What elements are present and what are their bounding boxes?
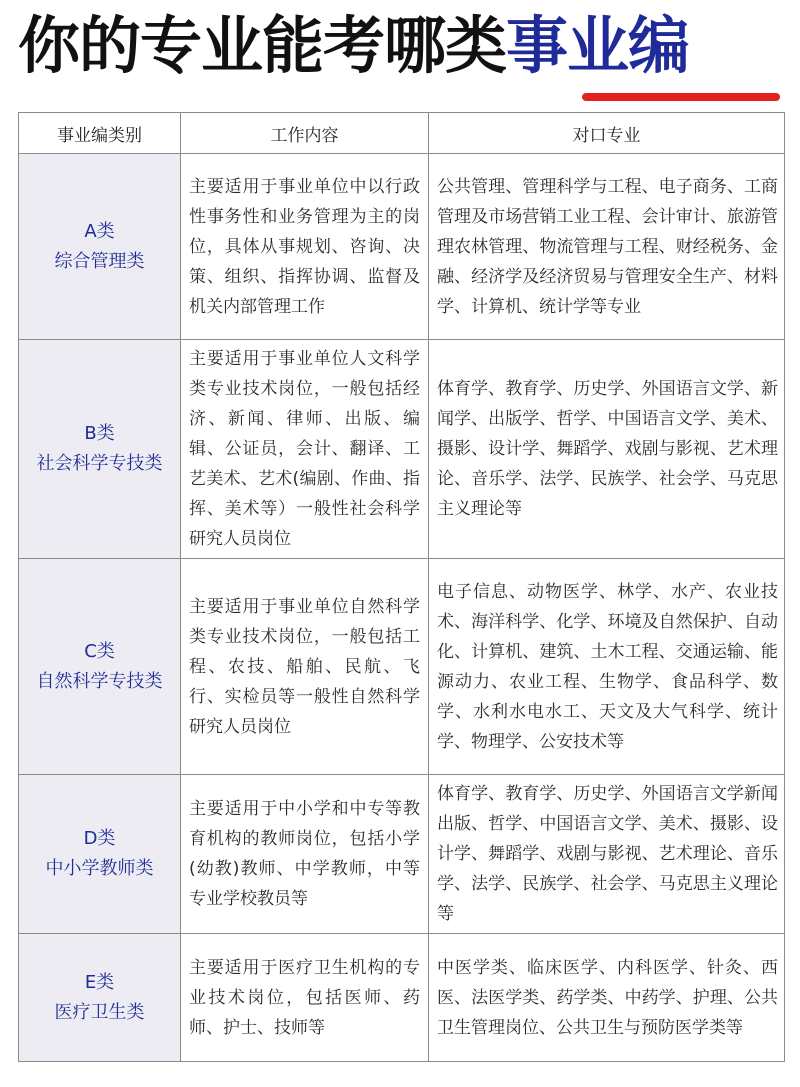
table-row <box>19 559 785 775</box>
majors-cell: 中医学类、临床医学、内科医学、针灸、西医、法医学类、药学类、中药学、护理、公共卫生管理岗位、公共卫生与预防医学类等 <box>429 934 785 1062</box>
description-cell: 主要适用于事业单位中以行政性事务性和业务管理为主的岗位，具体从事规划、咨询、决策、组织、指挥协调、监督及机关内部管理工作 <box>181 154 429 340</box>
category-name: 社会科学专技类 <box>36 453 163 474</box>
description-cell: 主要适用于事业单位自然科学类专业技术岗位，一般包括工程、农技、船舶、民航、飞行、实检员等一般性自然科学研究人员岗位 <box>181 559 429 775</box>
category-letter: E类 <box>84 971 115 993</box>
description-cell: 主要适用于事业单位人文科学类专业技术岗位，一般包括经济、新闻、律师、出版、编辑、公证员，会计、翻译、工艺美术、艺术(编剧、作曲、指挥、美术等）一般性社会科学研究人员岗位 <box>181 340 429 559</box>
table-header-row <box>19 113 785 154</box>
category-letter: D类 <box>83 828 116 849</box>
category-letter: A类 <box>84 220 115 242</box>
category-letter: C类 <box>84 640 115 662</box>
title-accent: 事业编 <box>506 9 690 82</box>
majors-cell: 公共管理、管理科学与工程、电子商务、工商管理及市场营销工业工程、会计审计、旅游管理农林管理、物流管理与工程、财经税务、金融、经济学及经济贸易与管理安全生产、材料学、计算机、统计学等专业 <box>429 154 785 340</box>
table-row <box>19 934 785 1062</box>
title-main: 你的专业能考哪类 <box>18 9 507 82</box>
majors-cell: 体育学、教育学、历史学、外国语言文学新闻出版、哲学、中国语言文学、美术、摄影、设计学、舞蹈学、戏剧与影视、艺术理论、音乐学、法学、民族学、社会学、马克思主义理论等 <box>429 775 785 934</box>
category-cell <box>19 559 181 775</box>
table-row <box>19 775 785 934</box>
table-row <box>19 154 785 340</box>
majors-cell: 电子信息、动物医学、林学、水产、农业技术、海洋科学、化学、环境及自然保护、自动化、计算机、建筑、土木工程、交通运输、能源动力、农业工程、生物学、食品科学、数学、水利水电水工、天文及大气科学、统计学、物理学、公安技术等 <box>429 559 785 775</box>
category-cell <box>19 154 181 340</box>
category-cell <box>19 340 181 559</box>
description-cell: 主要适用于医疗卫生机构的专业技术岗位，包括医师、药师、护士、技师等 <box>181 934 429 1062</box>
category-name: 综合管理类 <box>54 250 145 272</box>
category-table <box>18 112 785 1062</box>
majors-cell: 体育学、教育学、历史学、外国语言文学、新闻学、出版学、哲学、中国语言文学、美术、摄影、设计学、舞蹈学、戏剧与影视、艺术理论、音乐学、法学、民族学、社会学、马克思主义理论等 <box>429 340 785 559</box>
header-category: 事业编类别 <box>19 113 181 154</box>
category-cell <box>19 934 181 1062</box>
category-name: 中小学教师类 <box>45 858 154 879</box>
category-cell <box>19 775 181 934</box>
table-row <box>19 340 785 559</box>
category-name: 自然科学专技类 <box>36 670 163 692</box>
category-letter: B类 <box>84 423 115 444</box>
page-header <box>0 0 800 108</box>
header-work-content: 工作内容 <box>181 113 429 154</box>
header-majors: 对口专业 <box>429 113 785 154</box>
title-underline <box>582 93 780 101</box>
category-name: 医疗卫生类 <box>54 1001 145 1023</box>
description-cell: 主要适用于中小学和中专等教育机构的教师岗位，包括小学(幼教)教师、中学教师，中等专业学校教员等 <box>181 775 429 934</box>
page-title <box>18 6 689 86</box>
